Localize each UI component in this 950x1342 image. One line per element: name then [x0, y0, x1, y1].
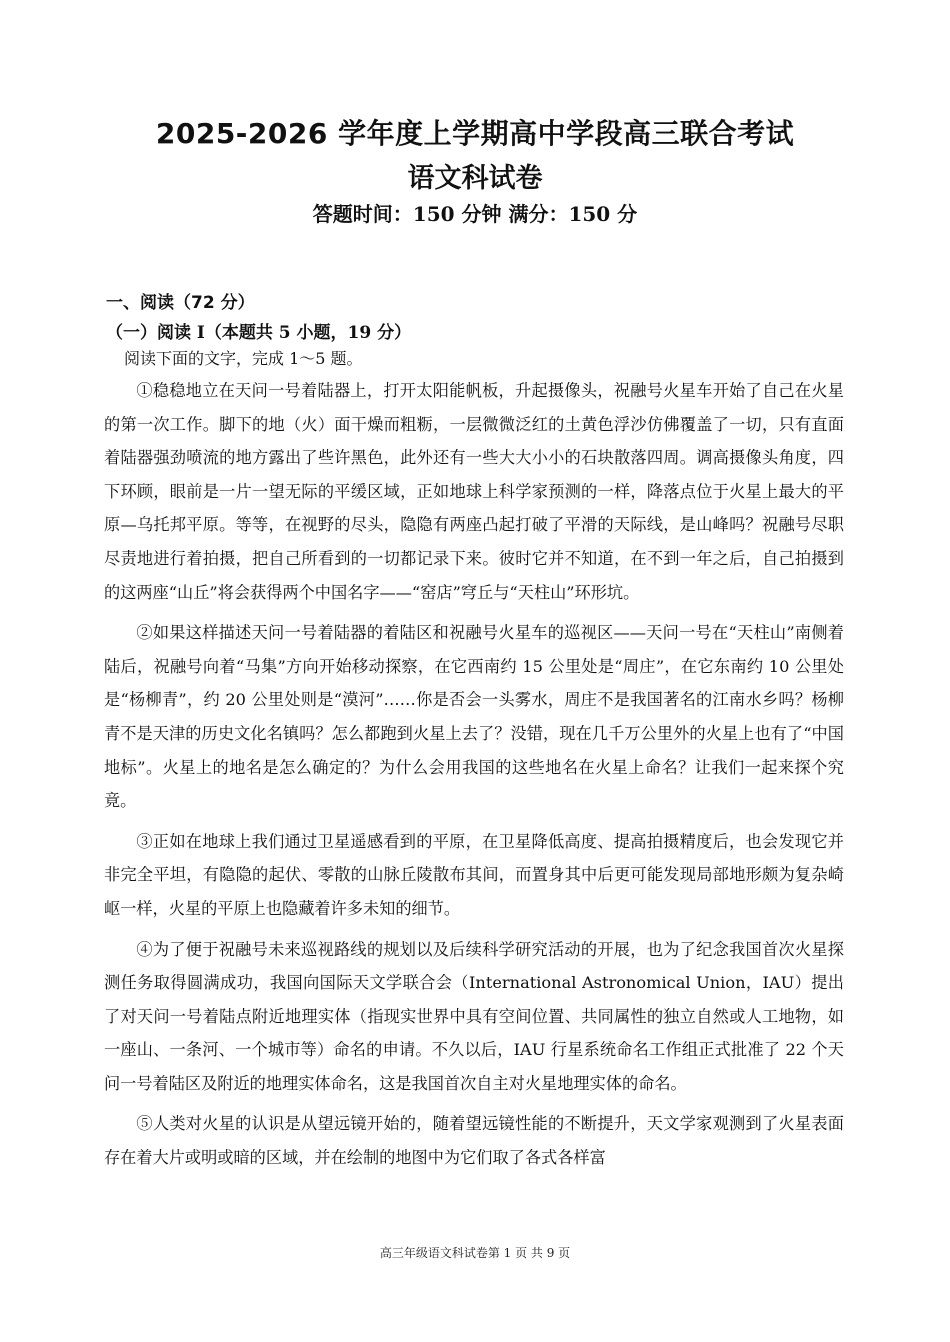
exam-title: 2025-2026 学年度上学期高中学段高三联合考试 [155, 117, 795, 150]
subsection-heading: （一）阅读 I（本题共 5 小题，19 分） [106, 323, 412, 343]
passage-paragraph-5: ⑤人类对火星的认识是从望远镜开始的，随着望远镜性能的不断提升，天文学家观测到了火星表面存在着大片或明或暗的区域，并在绘制的地图中为它们取了各式各样富 [104, 1114, 844, 1168]
passage-paragraph-4: ④为了便于祝融号未来巡视路线的规划以及后续科学研究活动的开展，也为了纪念我国首次火星探测任务取得圆满成功，我国向国际天文学联合会（International Astronomical Union，IAU）提出了对天问一号着陆点附近地理实体（指现实世界中具有空间位置、共同属性的独立自然或人工地物，如一座山、一条河、一个城市等）命名的申请。不久以后，IAU 行星系统命名工作组正式批准了 22 个天问一号着陆区及附近的地理实体命名，这是我国首次自主对火星地理实体的命名。 [104, 939, 844, 1093]
section-heading: 一、阅读（72 分） [106, 293, 255, 313]
exam-info: 答题时间：150 分钟 满分：150 分 [312, 202, 638, 226]
reading-instruction: 阅读下面的文字，完成 1～5 题。 [124, 349, 363, 368]
page-footer: 高三年级语文科试卷第 1 页 共 9 页 [379, 1246, 571, 1260]
passage-paragraph-3: ③正如在地球上我们通过卫星遥感看到的平原，在卫星降低高度、提高拍摄精度后，也会发现它并非完全平坦，有隐隐的起伏、零散的山脉丘陵散布其间，而置身其中后更可能发现局部地形颇为复杂崎岖一样，火星的平原上也隐藏着许多未知的细节。 [104, 831, 844, 918]
subject-title: 语文科试卷 [407, 163, 543, 194]
passage-paragraph-1: ①稳稳地立在天问一号着陆器上，打开太阳能帆板，升起摄像头，祝融号火星车开始了自己在火星的第一次工作。脚下的地（火）面干燥而粗粝，一层微微泛红的土黄色浮沙仿佛覆盖了一切，只有直面着陆器强劲喷流的地方露出了些许黑色，此外还有一些大大小小的石块散落四周。调高摄像头角度，四下环顾，眼前是一片一望无际的平缓区域，正如地球上科学家预测的一样，降落点位于火星上最大的平原—乌托邦平原。等等，在视野的尽头，隐隐有两座凸起打破了平滑的天际线，是山峰吗？祝融号尽职尽责地进行着拍摄，把自己所看到的一切都记录下来。彼时它并不知道，在不到一年之后，自己拍摄到的这两座“山丘”将会获得两个中国名字——“窑店”穹丘与“天柱山”环形坑。 [104, 381, 844, 602]
reading-passage [104, 374, 844, 1182]
passage-paragraph-2: ②如果这样描述天问一号着陆器的着陆区和祝融号火星车的巡视区——天问一号在“天柱山”南侧着陆后，祝融号向着“马集”方向开始移动探察，在它西南约 15 公里处是“周庄”，在它东南约 10 公里处是“杨柳青”，约 20 公里处则是“漠河”……你是否会一头雾水，周庄不是我国著名的江南水乡吗？杨柳青不是天津的历史文化名镇吗？怎么都跑到火星上去了？没错，现在几千万公里外的火星上也有了“中国地标”。火星上的地名是怎么确定的？为什么会用我国的这些地名在火星上命名？让我们一起来探个究竟。 [104, 623, 844, 811]
